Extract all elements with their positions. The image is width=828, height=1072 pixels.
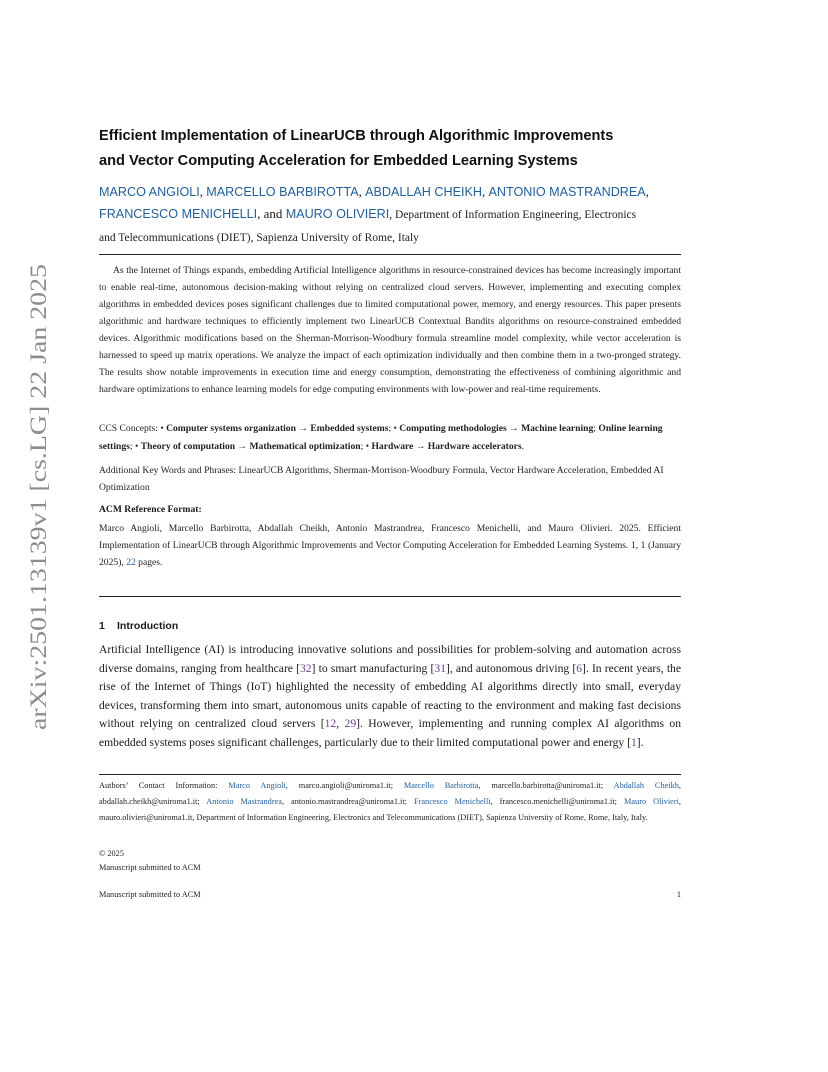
footnote-rule bbox=[99, 774, 681, 775]
acm-reference-heading: ACM Reference Format: bbox=[99, 504, 202, 515]
contact-email: abdallah.cheikh@uniroma1.it bbox=[99, 797, 198, 806]
contact-email: antonio.mastrandrea@uniroma1.it bbox=[291, 797, 405, 806]
ccs-item-1-b: Embedded systems bbox=[310, 423, 389, 434]
contact-name-link[interactable]: Marco Angioli bbox=[228, 781, 286, 790]
paper-title bbox=[99, 124, 699, 174]
acm-reference-text bbox=[99, 520, 681, 571]
contact-email: francesco.menichelli@uniroma1.it bbox=[499, 797, 615, 806]
author-sep: , bbox=[645, 184, 649, 199]
ccs-concepts: CCS Concepts: • Computer systems organization → Embedded systems; • Computing methodologies → Machine learning; Online learning settings; • Theory of computation → Mathematical optimization; • Hardware → Hardware accelerators. bbox=[99, 423, 663, 452]
ccs-item-2-a: Computing methodologies bbox=[399, 423, 507, 434]
abstract-top-rule bbox=[99, 254, 681, 255]
contact-name-link[interactable]: Francesco Menichelli bbox=[413, 797, 491, 806]
citation-link[interactable]: 12 bbox=[324, 717, 337, 731]
author-and: , and bbox=[257, 206, 286, 221]
ccs-bullet: • bbox=[365, 441, 372, 452]
keywords bbox=[99, 462, 681, 496]
ccs-item-5-a: Hardware bbox=[371, 441, 414, 452]
affiliation-part-1: , Department of Information Engineering, Electronics bbox=[389, 209, 637, 221]
arxiv-sidebar bbox=[18, 262, 54, 732]
affiliation-part-2: and Telecommunications (DIET), Sapienza University of Rome, Italy bbox=[99, 232, 419, 244]
running-footer bbox=[99, 890, 681, 899]
title-line-2: and Vector Computing Acceleration for Embedded Learning Systems bbox=[99, 153, 578, 169]
ccs-item-3-a: Online learning settings bbox=[99, 423, 663, 452]
ccs-arrow: → bbox=[413, 441, 428, 452]
intro-text: ]. However, implementing and running complex AI algorithms on embedded systems poses significant challenges, particularly due to their limited computational power and energy [ bbox=[99, 717, 681, 749]
contact-email: mauro.olivieri@uniroma1.it bbox=[99, 813, 193, 822]
ccs-label: CCS Concepts: bbox=[99, 423, 161, 434]
citation-link[interactable]: 32 bbox=[299, 661, 312, 675]
ccs-item-1-a: Computer systems organization bbox=[166, 423, 296, 434]
intro-text: Artificial Intelligence (AI) is introducing innovative solutions and possibilities for problem-solving and automation across diverse domains, ranging from healthcare [ bbox=[99, 643, 681, 675]
author-6[interactable]: MAURO OLIVIERI bbox=[285, 207, 390, 221]
citation-link[interactable]: 6 bbox=[576, 661, 583, 675]
author-sep: , bbox=[199, 184, 207, 199]
contact-email: marco.angioli@uniroma1.it bbox=[298, 781, 391, 790]
ccs-item-4-a: Theory of computation bbox=[140, 441, 236, 452]
contact-name-link[interactable]: Marcello Barbirotta bbox=[403, 781, 479, 790]
pages-link[interactable]: 22 bbox=[126, 557, 136, 568]
author-2[interactable]: MARCELLO BARBIROTTA bbox=[206, 185, 359, 199]
author-sep: , bbox=[358, 184, 366, 199]
citation-link[interactable]: 29 bbox=[344, 717, 357, 731]
ccs-arrow: → bbox=[235, 441, 250, 452]
ccs-bullet: • bbox=[393, 423, 400, 434]
author-sep: , bbox=[482, 184, 489, 199]
section-heading bbox=[99, 620, 178, 632]
intro-text: ]. bbox=[636, 735, 644, 749]
abstract: As the Internet of Things expands, embedding Artificial Intelligence algorithms in resource-constrained devices has become increasingly important to enable real-time, autonomous decision-making without relying on centralized cloud servers. However, implementing and executing complex algorithms in embedded devices poses significant challenges due to limited computational power, memory, and energy resources. This paper presents algorithmic and hardware techniques to efficiently implement two LinearUCB Contextual Bandits algorithms on resource-constrained embedded devices. Algorithmic modifications based on the Sherman-Morrison-Woodbury formula streamline model complexity, while vector acceleration is harnessed to speed up matrix operations. We analyze the impact of each optimization individually and then combine them in a two-pronged strategy. The results show notable improvements in execution time and energy consumption, demonstrating the effectiveness of combining algorithmic and hardware optimizations to enhance learning models for edge computing environments with low-power and real-time requirements. bbox=[99, 265, 681, 395]
author-1[interactable]: MARCO ANGIOLI bbox=[99, 185, 200, 199]
acm-reference-body: Marco Angioli, Marcello Barbirotta, Abdallah Cheikh, Antonio Mastrandrea, Francesco Menichelli, and Mauro Olivieri. 2025. Efficient Implementation of LinearUCB through Algorithmic Improvements and Vector Computing Acceleration for Embedded Learning Systems. 1, 1 (January 2025), bbox=[99, 523, 681, 568]
contact-name-link[interactable]: Antonio Mastrandrea bbox=[206, 797, 282, 806]
author-contact-footnote: Authors’ Contact Information: Marco Angioli, marco.angioli@uniroma1.it; Marcello Barbirotta, marcello.barbirotta@uniroma1.it; Abdallah Cheikh, abdallah.cheikh@uniroma1.it; Antonio Mastrandrea, antonio.mastrandrea@uniroma1.it; Francesco Menichelli, francesco.menichelli@uniroma1.it; Mauro Olivieri, mauro.olivieri@uniroma1.it, Department of Information Engineering, Electronics and Telecommunications (DIET), Sapienza University of Rome, Rome, Italy, Italy. bbox=[99, 781, 681, 822]
copyright-year: © 2025 bbox=[99, 849, 124, 858]
ccs-bullet: • bbox=[160, 423, 167, 434]
intro-paragraph bbox=[99, 641, 681, 753]
page-number: 1 bbox=[676, 890, 681, 899]
author-list bbox=[99, 181, 689, 249]
author-4[interactable]: ANTONIO MASTRANDREA bbox=[488, 185, 646, 199]
ccs-arrow: → bbox=[506, 423, 522, 434]
footnote-tail: , Department of Information Engineering, Electronics and Telecommunications (DIET), Sapienza University of Rome, Rome, Italy, Italy. bbox=[192, 813, 648, 822]
front-matter-bottom-rule bbox=[99, 596, 681, 597]
footnote-label: Authors’ Contact Information: bbox=[99, 781, 229, 790]
section-title: Introduction bbox=[117, 620, 179, 632]
citation-link[interactable]: 1 bbox=[630, 735, 637, 749]
contact-name-link[interactable]: Mauro Olivieri bbox=[623, 797, 679, 806]
intro-text: ], and autonomous driving [ bbox=[445, 661, 577, 675]
citation-link[interactable]: 31 bbox=[434, 661, 446, 675]
running-footer-text: Manuscript submitted to ACM bbox=[99, 890, 201, 899]
intro-text: , bbox=[336, 717, 345, 731]
keywords-text: LinearUCB Algorithms, Sherman-Morrison-Woodbury Formula, Vector Hardware Acceleration, Embedded AI Optimization bbox=[99, 465, 664, 493]
author-5[interactable]: FRANCESCO MENICHELLI bbox=[99, 207, 258, 221]
author-3[interactable]: ABDALLAH CHEIKH bbox=[365, 185, 482, 199]
ccs-item-4-b: Mathematical optimization bbox=[249, 441, 361, 452]
intro-text: ]. In recent years, the rise of the Internet of Things (IoT) highlighted the necessity of embedding AI algorithms directly into small, everyday devices, transforming them into smart, autonomous units capable of reacting to the environment and making fast decisions without relying on centralized cloud servers [ bbox=[99, 661, 681, 731]
intro-text: ] to smart manufacturing [ bbox=[311, 661, 435, 675]
ccs-item-2-b: Machine learning bbox=[521, 423, 594, 434]
ccs-arrow: → bbox=[295, 423, 311, 434]
title-line-1: Efficient Implementation of LinearUCB through Algorithmic Improvements bbox=[99, 128, 614, 144]
contact-email: marcello.barbirotta@uniroma1.it bbox=[491, 781, 601, 790]
arxiv-id: arXiv:2501.13139v1 [cs.LG] 22 Jan 2025 bbox=[26, 345, 51, 730]
copyright-note: Manuscript submitted to ACM bbox=[99, 863, 201, 872]
keywords-label: Additional Key Words and Phrases: bbox=[99, 465, 239, 476]
copyright-block bbox=[99, 847, 201, 875]
ccs-bullet: • bbox=[135, 441, 141, 452]
contact-name-link[interactable]: Abdallah Cheikh bbox=[613, 781, 679, 790]
ccs-item-5-b: Hardware accelerators bbox=[427, 441, 522, 452]
pages-suffix: pages. bbox=[135, 557, 163, 568]
section-number: 1 bbox=[99, 620, 105, 632]
